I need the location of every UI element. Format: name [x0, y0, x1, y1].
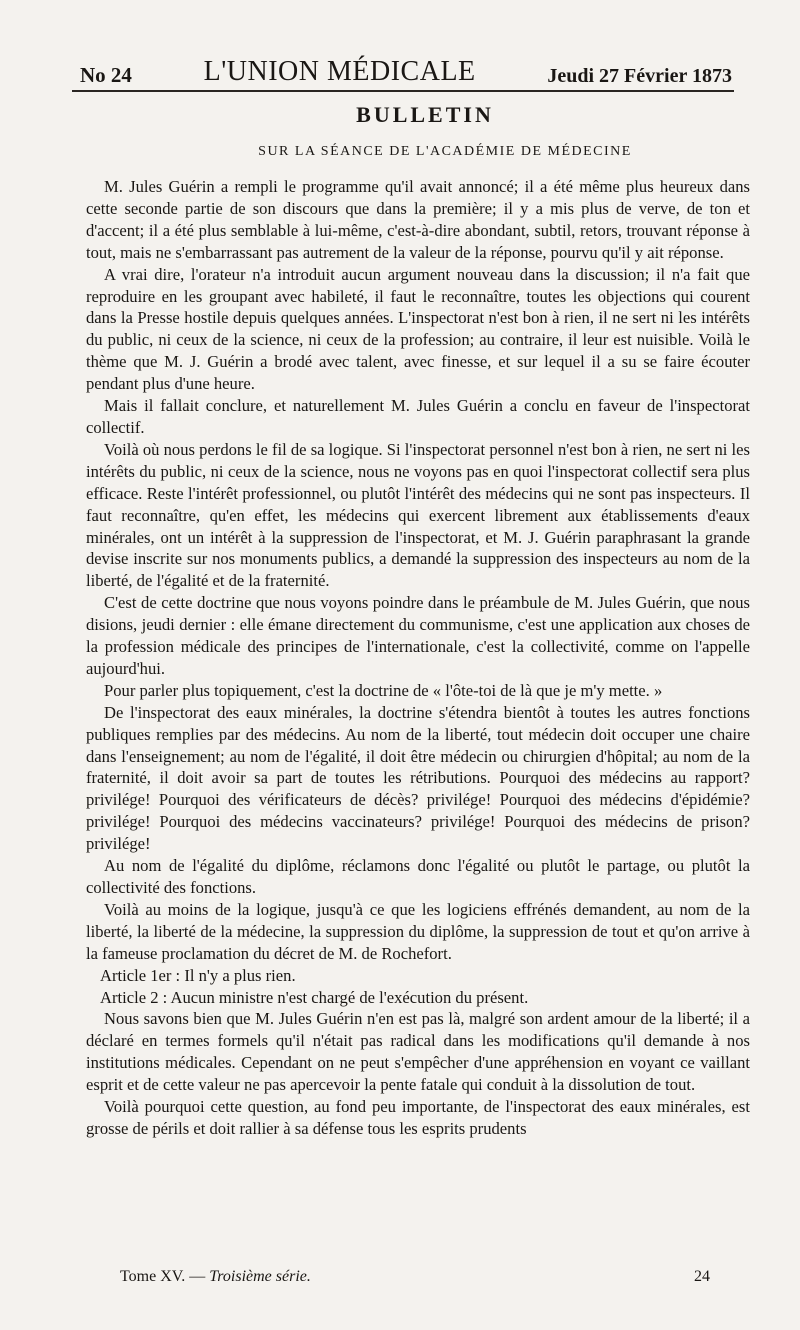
running-header	[80, 44, 732, 88]
journal-title: L'UNION MÉDICALE	[203, 56, 476, 87]
paragraph: Mais il fallait conclure, et naturellement M. Jules Guérin a conclu en faveur de l'inspectorat collectif.	[86, 396, 750, 437]
paragraph: De l'inspectorat des eaux minérales, la doctrine s'étendra bientôt à toutes les autres fonctions publiques remplies par des médecins. Au nom de la liberté, tout médecin doit occuper une chaire dans l'enseignement; au nom de l'égalité, il doit être médecin ou chirurgien d'hôpital; au nom de la fraternité, il doit avoir sa part de toutes les rétributions. Pourquoi des médecins au rapport? privilége! Pourquoi des vérificateurs de décès? privilége! Pourquoi des médecins d'épidémie? privilége! Pourquoi des médecins vaccinateurs? privilége! Pourquoi des médecins de prison? privilége!	[86, 702, 750, 854]
tome-label: Tome XV. —	[120, 1268, 206, 1285]
paragraph: Pour parler plus topiquement, c'est la doctrine de « l'ôte-toi de là que je m'y mette. »	[104, 680, 663, 700]
paragraph: Au nom de l'égalité du diplôme, réclamons donc l'égalité ou plutôt le partage, ou plutôt la collectivité des fonctions.	[86, 856, 750, 897]
header-rule	[72, 90, 734, 92]
volume-info	[120, 1268, 311, 1286]
series-label: Troisième série.	[209, 1268, 311, 1285]
issue-number: No 24	[80, 63, 132, 87]
paragraph: Voilà au moins de la logique, jusqu'à ce que les logiciens effrénés demandent, au nom de la liberté, la liberté de la médecine, la suppression du diplôme, la suppression de tout et qu'on arrive à la fameuse proclamation du décret de M. de Rochefort.	[86, 899, 750, 963]
paragraph: C'est de cette doctrine que nous voyons poindre dans le préambule de M. Jules Guérin, que nous disions, jeudi dernier : elle émane directement du communisme, c'est une application aux choses de la profession médicale des principes de l'internationale, c'est la collectivité, comme on l'appelle aujourd'hui.	[86, 593, 750, 678]
issue-date: Jeudi 27 Février 1873	[547, 65, 732, 87]
page-footer	[120, 1268, 710, 1286]
section-title: BULLETIN	[356, 102, 494, 127]
decree-article: Article 2 : Aucun ministre n'est chargé de l'exécution du présent.	[100, 987, 529, 1007]
page-number: 24	[694, 1268, 710, 1285]
article-body	[86, 176, 750, 1140]
paragraph: Voilà pourquoi cette question, au fond peu importante, de l'inspectorat des eaux minérales, est grosse de périls et doit rallier à sa défense tous les esprits prudents	[86, 1097, 750, 1138]
decree-article: Article 1er : Il n'y a plus rien.	[100, 965, 296, 985]
paragraph: A vrai dire, l'orateur n'a introduit aucun argument nouveau dans la discussion; il n'a fait que reproduire en les groupant avec habileté, il faut le reconnaître, toutes les objections qui courent dans la Presse hostile depuis quelques années. L'inspectorat n'est bon à rien, il ne sert ni les intérêts du public, ni ceux de la science, ni ceux de la profession; au contraire, il leur est nuisible. Voilà le thème que M. J. Guérin a brodé avec talent, avec finesse, et sur lequel il a su se faire écouter pendant plus d'une heure.	[86, 264, 750, 394]
paragraph: M. Jules Guérin a rempli le programme qu'il avait annoncé; il a été même plus heureux dans cette seconde partie de son discours que dans la première; il y a mis plus de verve, de ton et d'accent; il a été plus semblable à lui-même, c'est-à-dire abondant, subtil, retors, trouvant réponse à tout, mais ne s'embarrassant pas autrement de la valeur de la réponse, pourvu qu'il y ait réponse.	[86, 177, 750, 262]
section-subtitle: SUR LA SÉANCE DE L'ACADÉMIE DE MÉDECINE	[258, 144, 632, 159]
paragraph: Nous savons bien que M. Jules Guérin n'en est pas là, malgré son ardent amour de la liberté; il a déclaré en termes formels qu'il n'était pas radical dans les modifications qu'il demande à nos institutions médicales. Cependant on ne peut s'empêcher d'une appréhension en voyant ce vaillant esprit et de cette valeur ne pas apercevoir la pente fatale qui conduit à la dissolution de tout.	[86, 1009, 750, 1095]
paragraph: Voilà où nous perdons le fil de sa logique. Si l'inspectorat personnel n'est bon à rien, ne sert ni les intérêts du public, ni ceux de la science, nous ne voyons pas en quoi l'inspectorat collectif sera plus efficace. Reste l'intérêt professionnel, ou plutôt l'intérêt des médecins qui ne sont pas inspecteurs. Il faut reconnaître, qu'en effet, les médecins qui exercent librement aux établissements d'eaux minérales, ont un intérêt à la suppression de l'inspectorat, et M. J. Guérin paraphrasant la grande devise inscrite sur nos monuments publics, a demandé la suppression des inspecteurs au nom de la liberté, de l'égalité et de la fraternité.	[86, 439, 750, 591]
